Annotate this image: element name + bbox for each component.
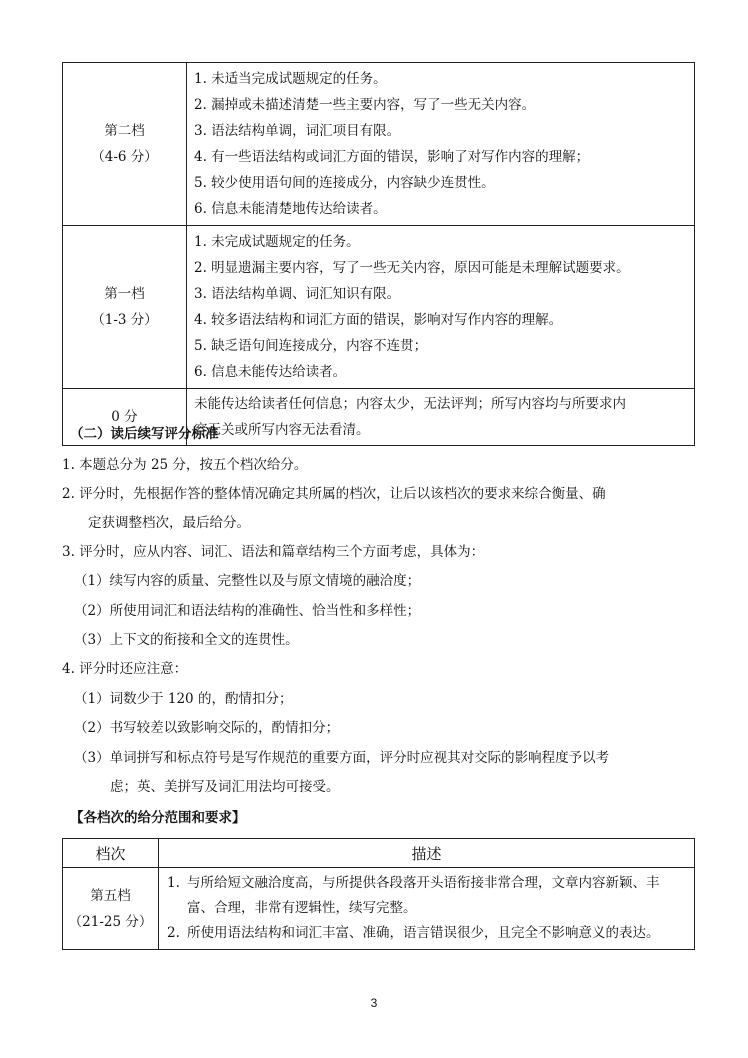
- criterion-item: 4. 有一些语法结构或词汇方面的错误，影响了对写作内容的理解；: [194, 149, 590, 165]
- table-row: [63, 226, 695, 389]
- grade-cell: [63, 226, 187, 389]
- criterion-text: 容无关或所写内容无法看清。: [194, 422, 370, 438]
- paragraph: 1. 本题总分为 25 分，按五个档次给分。: [62, 457, 308, 473]
- paragraph: 2. 评分时，先根据作答的整体情况确定其所属的档次，让后以该档次的要求来综合衡量、确: [62, 486, 606, 502]
- paragraph: 4. 评分时还应注意：: [62, 661, 188, 677]
- criterion-item: 2. 漏掉或未描述清楚一些主要内容，写了一些无关内容。: [194, 97, 536, 113]
- sub-item: 虑；英、美拼写及词汇用法均可接受。: [110, 779, 340, 795]
- grade-range: （1-3 分）: [91, 312, 158, 328]
- grade-cell: [63, 868, 159, 950]
- paragraph: 3. 评分时，应从内容、词汇、语法和篇章结构三个方面考虑，具体为：: [62, 544, 485, 560]
- grade-label: 第一档: [104, 286, 145, 302]
- criterion-item: 3. 语法结构单调、词汇知识有限。: [194, 286, 401, 302]
- grade-cell: [63, 63, 187, 226]
- scoring-table-continuation: [62, 838, 695, 950]
- item-text: 所使用语法结构和词汇丰富、准确，语言错误很少，且完全不影响意义的表达。: [187, 925, 660, 941]
- sub-item: （2）书写较差以致影响交际的，酌情扣分；: [74, 720, 340, 736]
- grade-range: （4-6 分）: [91, 149, 158, 165]
- table-row: [63, 868, 695, 950]
- scoring-table-writing: [62, 62, 695, 446]
- page-number: 3: [370, 996, 378, 1010]
- table-subtitle: 【各档次的给分范围和要求】: [70, 810, 246, 826]
- criterion-item: 1. 未适当完成试题规定的任务。: [194, 71, 387, 87]
- criterion-item: 5. 缺乏语句间连接成分，内容不连贯；: [194, 338, 428, 354]
- criterion-item: 4. 较多语法结构和词汇方面的错误，影响对写作内容的理解。: [194, 312, 563, 328]
- grade-range: （21-25 分）: [68, 913, 153, 930]
- criterion-item: 1. 未完成试题规定的任务。: [194, 234, 360, 250]
- criterion-item: [167, 871, 686, 921]
- table-header-row: [63, 839, 695, 868]
- criterion-item: 2. 明显遗漏主要内容，写了一些无关内容，原因可能是未理解试题要求。: [194, 260, 630, 276]
- section-title: （二）读后续写评分标准: [70, 426, 219, 442]
- sub-item: （1）词数少于 120 的，酌情扣分；: [74, 691, 293, 707]
- item-number: 1.: [167, 875, 180, 891]
- description-cell: [187, 226, 695, 389]
- sub-item: （2）所使用词汇和语法结构的准确性、恰当性和多样性；: [74, 603, 421, 619]
- table-row: [63, 63, 695, 226]
- criterion-item: 5. 较少使用语句间的连接成分，内容缺少连贯性。: [194, 175, 495, 191]
- sub-item: （3）单词拼写和标点符号是写作规范的重要方面，评分时应视其对交际的影响程度予以考: [74, 750, 610, 766]
- paragraph: 定获调整档次，最后给分。: [88, 515, 250, 531]
- column-header-grade: 档次: [63, 839, 159, 868]
- item-text: 与所给短文融洽度高，与所提供各段落开头语衔接非常合理，文章内容新颖、丰富、合理，非常有逻辑性，续写完整。: [187, 875, 660, 916]
- criterion-item: 6. 信息未能清楚地传达给读者。: [194, 201, 387, 217]
- description-cell: [187, 63, 695, 226]
- criterion-item: [167, 921, 686, 946]
- grade-label: 第二档: [104, 123, 145, 139]
- item-number: 2.: [167, 925, 180, 941]
- column-header-desc: 描述: [159, 839, 695, 868]
- criterion-text: 未能传达给读者任何信息；内容太少，无法评判；所写内容均与所要求内: [194, 396, 626, 412]
- description-cell: [187, 389, 695, 446]
- description-cell: [159, 868, 695, 950]
- sub-item: （3）上下文的衔接和全文的连贯性。: [74, 632, 299, 648]
- criterion-item: 3. 语法结构单调，词汇项目有限。: [194, 123, 401, 139]
- criterion-item: 6. 信息未能传达给读者。: [194, 364, 347, 380]
- grade-label: 第五档: [90, 887, 131, 904]
- sub-item: （1）续写内容的质量、完整性以及与原文情境的融洽度；: [74, 573, 421, 589]
- grade-cell: 0 分: [63, 389, 187, 446]
